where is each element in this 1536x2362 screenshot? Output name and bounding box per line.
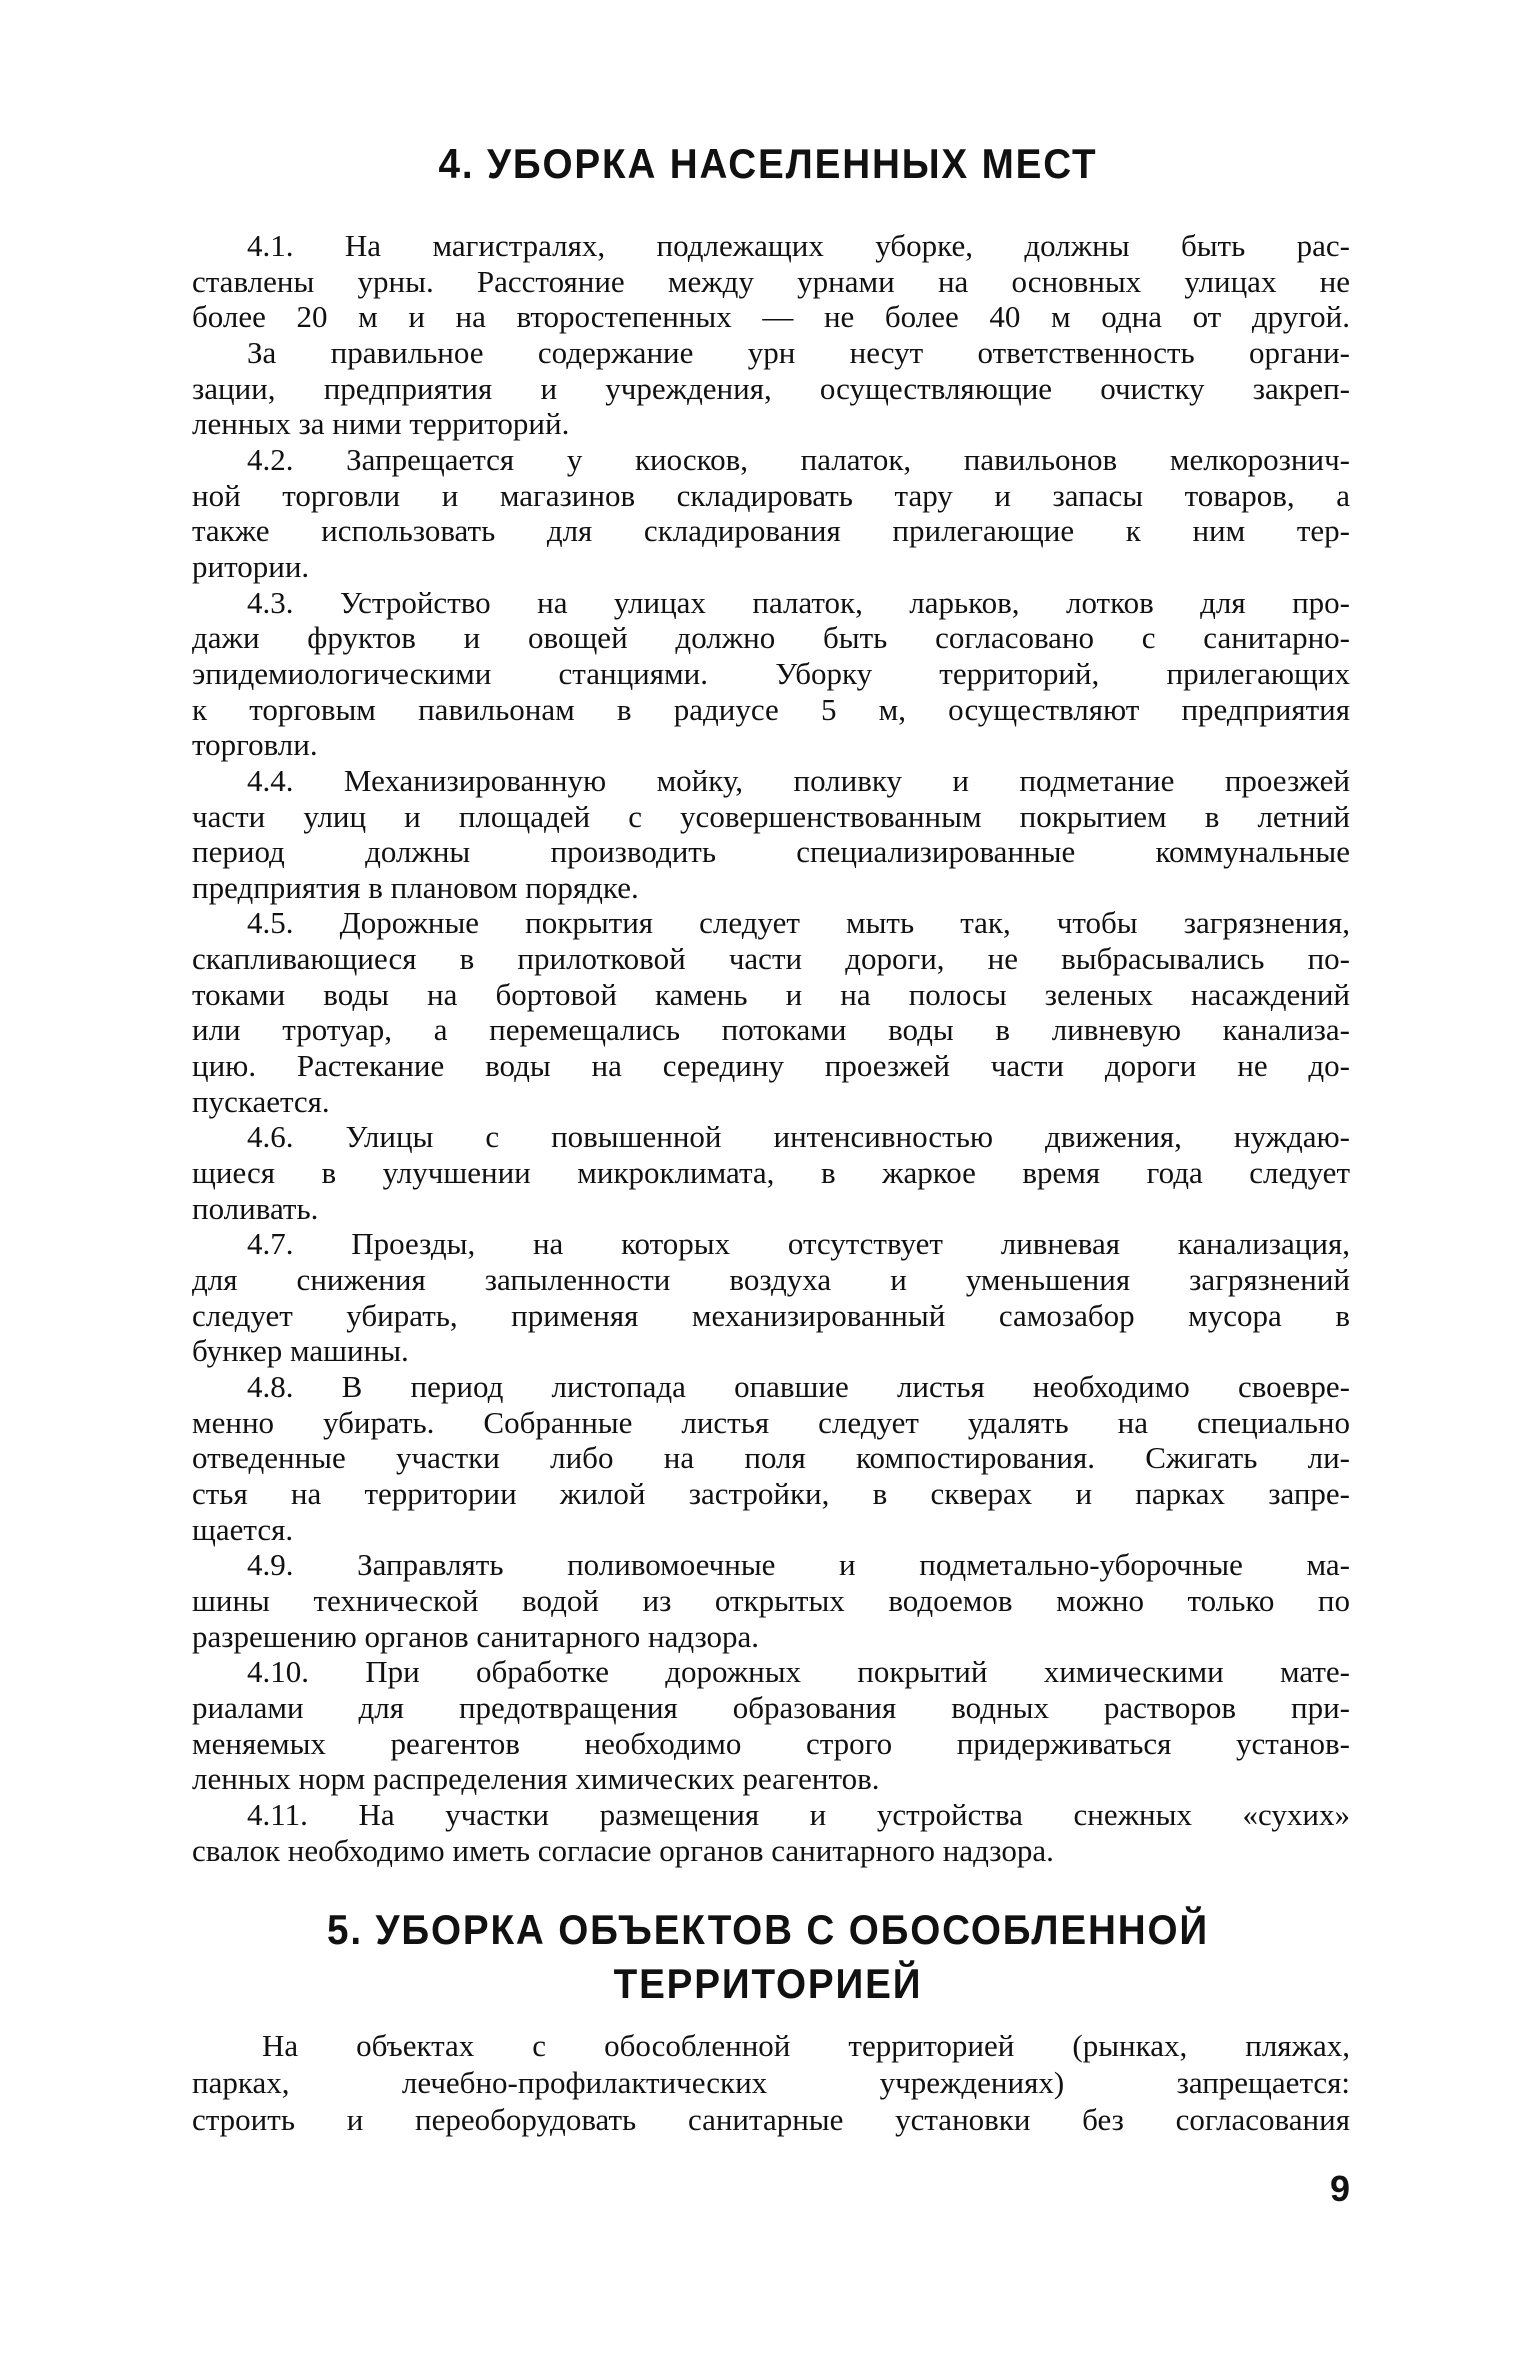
text-line: следует убирать, применяя механизированный самозабор мусора в (192, 1297, 1350, 1333)
text-line: За правильное содержание урн несут ответственность органи- (247, 334, 1350, 370)
text-line: зации, предприятия и учреждения, осуществляющие очистку закреп- (192, 370, 1350, 406)
text-line: скапливающиеся в прилотковой части дороги, не выбрасывались по- (192, 941, 1350, 977)
text-line: строить и переоборудовать санитарные установки без согласования (192, 2102, 1350, 2137)
text-line: риалами для предотвращения образования водных растворов при- (192, 1689, 1350, 1725)
text-line: или тротуар, а перемещались потоками воды в ливневую канализа- (192, 1012, 1350, 1048)
text-line: отведенные участки либо на поля компостирования. Сжигать ли- (192, 1440, 1350, 1476)
paragraph (192, 763, 1350, 906)
text-line: ной торговли и магазинов складировать тару и запасы товаров, а (192, 477, 1350, 513)
text-line: 4.11. На участки размещения и устройства снежных «сухих» (247, 1796, 1350, 1832)
text-line: дажи фруктов и овощей должно быть согласовано с санитарно- (192, 620, 1350, 656)
text-line: ритории. (192, 548, 310, 584)
page-number: 9 (1330, 2168, 1351, 2209)
paragraph (192, 1547, 1350, 1654)
text-line: цию. Растекание воды на середину проезжей части дороги не до- (192, 1048, 1350, 1084)
text-line: бункер машины. (192, 1333, 409, 1369)
text-line: торговли. (192, 727, 318, 763)
text-line: 4.6. Улицы с повышенной интенсивностью движения, нуждаю- (247, 1119, 1350, 1155)
paragraph (192, 585, 1350, 763)
text-line: 4.5. Дорожные покрытия следует мыть так, чтобы загрязнения, (247, 905, 1350, 941)
paragraph (192, 1797, 1350, 1868)
paragraph (192, 905, 1350, 1119)
text-line: ленных норм распределения химических реагентов. (192, 1761, 880, 1797)
text-line: ставлены урны. Расстояние между урнами на основных улицах не (192, 263, 1350, 299)
paragraph (192, 1226, 1350, 1369)
text-line: период должны производить специализированные коммунальные (192, 834, 1350, 870)
text-line: 4.4. Механизированную мойку, поливку и подметание проезжей (247, 762, 1350, 798)
text-line: ленных за ними территорий. (192, 406, 570, 442)
text-line: 4.9. Заправлять поливомоечные и подметально-уборочные ма- (247, 1547, 1350, 1583)
section-5-body (192, 2027, 1350, 2138)
text-line: парках, лечебно-профилактических учреждениях) запрещается: (192, 2065, 1350, 2100)
text-line: 4.10. При обработке дорожных покрытий химическими мате- (247, 1654, 1350, 1690)
text-line: разрешению органов санитарного надзора. (192, 1618, 760, 1654)
text-line: щиеся в улучшении микроклимата, в жаркое время года следует (192, 1155, 1350, 1191)
paragraph (192, 335, 1350, 442)
text-line: 4.2. Запрещается у киосков, палаток, павильонов мелкорознич- (247, 441, 1350, 477)
text-line: к торговым павильонам в радиусе 5 м, осуществляют предприятия (192, 691, 1350, 727)
paragraph (192, 442, 1350, 585)
text-line: пускается. (192, 1083, 330, 1119)
text-line: предприятия в плановом порядке. (192, 869, 639, 905)
paragraph (192, 1119, 1350, 1226)
text-line: эпидемиологическими станциями. Уборку территорий, прилегающих (192, 655, 1350, 691)
paragraph (192, 1654, 1350, 1797)
text-line: менно убирать. Собранные листья следует удалять на специально (192, 1404, 1350, 1440)
text-line: свалок необходимо иметь согласие органов санитарного надзора. (192, 1832, 1054, 1868)
text-line: 4.3. Устройство на улицах палаток, ларьков, лотков для про- (247, 584, 1350, 620)
text-line: 4.7. Проезды, на которых отсутствует ливневая канализация, (247, 1226, 1350, 1262)
text-line: стья на территории жилой застройки, в скверах и парках запре- (192, 1475, 1350, 1511)
text-line: 4.8. В период листопада опавшие листья необходимо своевре- (247, 1369, 1350, 1404)
text-line: части улиц и площадей с усовершенствованным покрытием в летний (192, 798, 1350, 834)
text-line: также использовать для складирования прилегающие к ним тер- (192, 513, 1350, 549)
text-line: шины технической водой из открытых водоемов можно только по (192, 1582, 1350, 1618)
text-line: для снижения запыленности воздуха и уменьшения загрязнений (192, 1262, 1350, 1298)
section-4-heading: 4. УБОРКА НАСЕЛЕННЫХ МЕСТ (438, 140, 1098, 187)
section-4-body (192, 228, 1350, 1868)
text-line: поливать. (192, 1190, 319, 1226)
section-5-heading-line-2: ТЕРРИТОРИЕЙ (613, 1960, 923, 2007)
text-line: На объектах с обособленной территорией (рынках, пляжах, (262, 2028, 1350, 2063)
paragraph (192, 228, 1350, 335)
text-line: более 20 м и на второстепенных — не более 40 м одна от другой. (192, 299, 1350, 335)
text-line: токами воды на бортовой камень и на полосы зеленых насаждений (192, 976, 1350, 1012)
text-line: 4.1. На магистралях, подлежащих уборке, должны быть рас- (247, 228, 1350, 263)
text-line: меняемых реагентов необходимо строго придерживаться установ- (192, 1725, 1350, 1761)
section-5-heading-line-1: 5. УБОРКА ОБЪЕКТОВ С ОБОСОБЛЕННОЙ (326, 1906, 1210, 1953)
text-line: щается. (192, 1511, 294, 1547)
paragraph (192, 1369, 1350, 1547)
